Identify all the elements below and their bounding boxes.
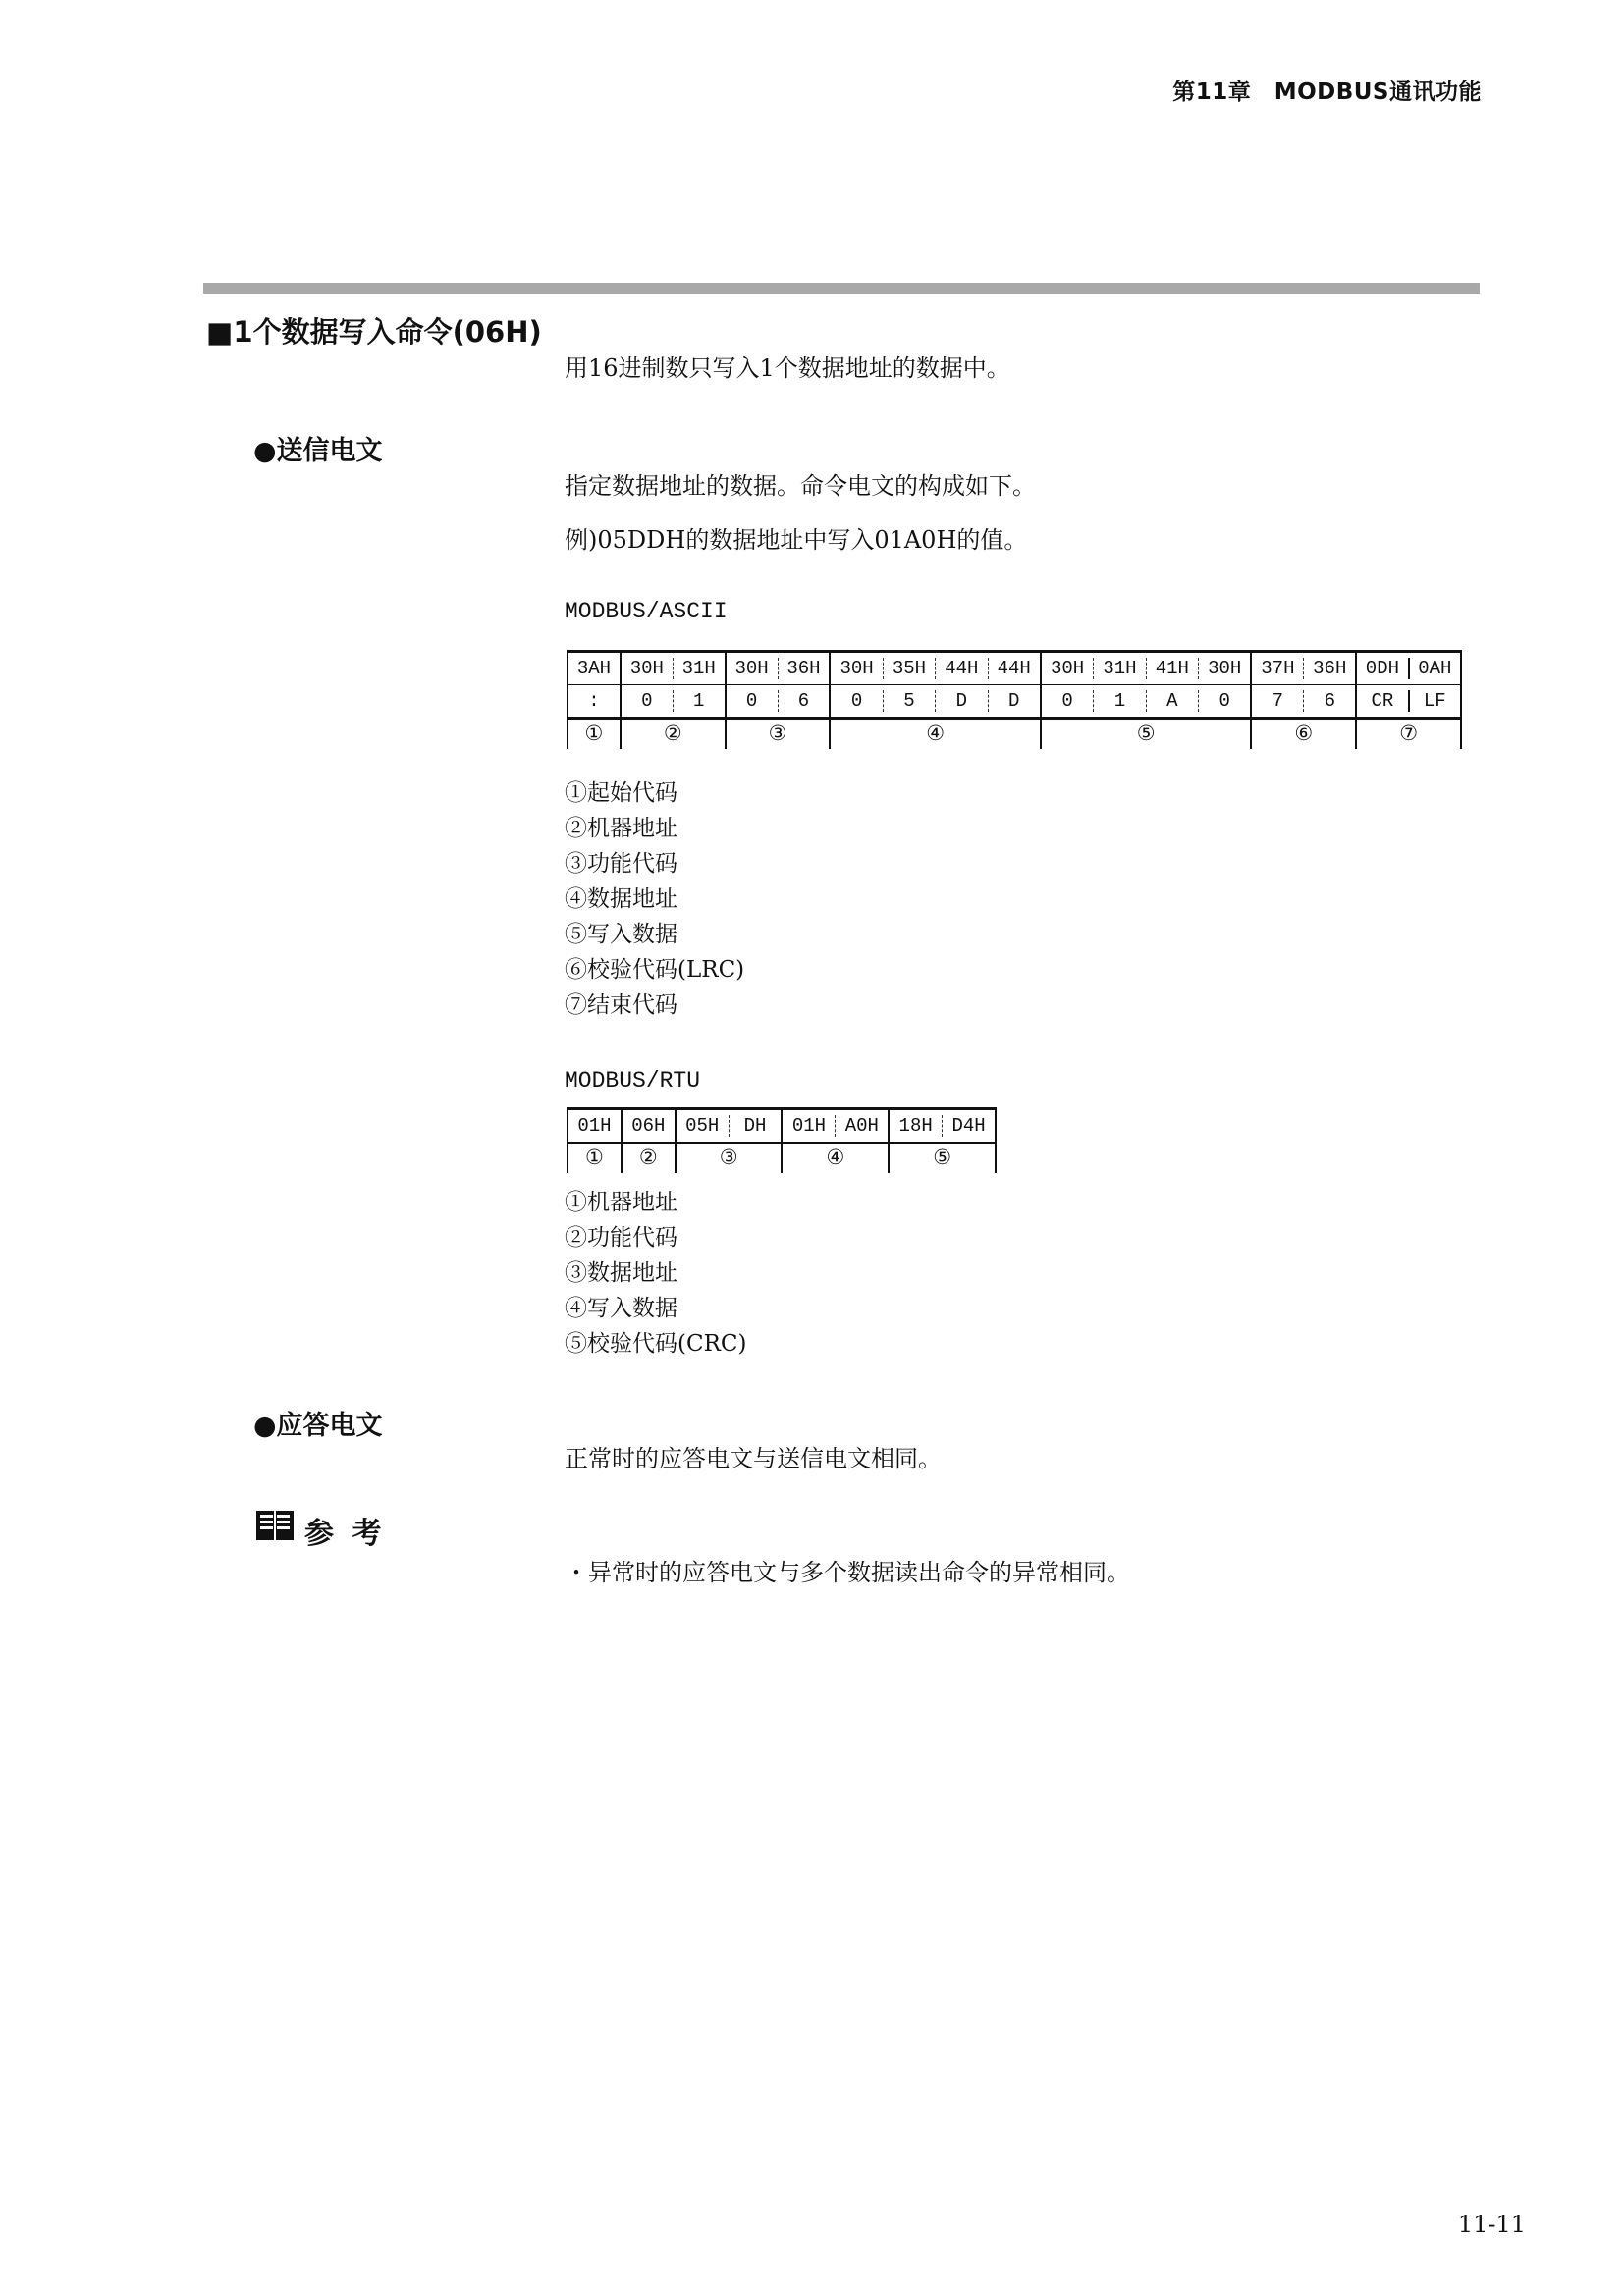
ascii-group-label: ③ — [726, 719, 831, 750]
ascii-hex-cell: 41H — [1146, 658, 1198, 679]
ascii-char-cell: 0 — [1061, 690, 1073, 712]
ascii-char-cell: 1 — [673, 690, 725, 712]
ascii-char-cell: 0 — [745, 690, 758, 712]
ascii-char-cell: 0 — [1198, 690, 1250, 712]
rtu-hex-cell: DH — [729, 1115, 782, 1137]
reference-heading: 参 考 — [304, 1517, 386, 1551]
ascii-hex-cell: 0DH — [1357, 658, 1409, 679]
ascii-hex-cell: 30H — [629, 658, 664, 679]
ascii-legend — [565, 775, 744, 1023]
legend-item: ⑦结束代码 — [565, 992, 677, 1018]
ascii-hex-cell: 31H — [1093, 658, 1145, 679]
ascii-hex-cell: 30H — [1051, 658, 1085, 679]
ascii-char-cell: 0 — [850, 690, 863, 712]
legend-item: ⑤写入数据 — [565, 922, 677, 947]
legend-item: ③数据地址 — [565, 1260, 677, 1286]
rtu-hex-cell: 01H — [791, 1115, 827, 1137]
ascii-hex-cell: 30H — [1198, 658, 1250, 679]
rtu-label: MODBUS/RTU — [565, 1068, 701, 1094]
ascii-hex-cell: 37H — [1261, 658, 1295, 679]
response-text: 正常时的应答电文与送信电文相同。 — [565, 1445, 942, 1472]
ascii-hex-cell: 36H — [1303, 658, 1355, 679]
reference-text: ・异常时的应答电文与多个数据读出命令的异常相同。 — [565, 1559, 1130, 1586]
ascii-char-cell: 6 — [1303, 690, 1355, 712]
legend-item: ⑥校验代码(LRC) — [565, 957, 745, 983]
ascii-group-label: ① — [568, 719, 621, 750]
ascii-group-label: ② — [621, 719, 726, 750]
ascii-char-cell: : — [568, 685, 621, 719]
send-line-1: 指定数据地址的数据。命令电文的构成如下。 — [565, 472, 1036, 500]
legend-item: ⑤校验代码(CRC) — [565, 1331, 747, 1357]
ascii-label: MODBUS/ASCII — [565, 599, 728, 624]
send-heading: ●送信电文 — [253, 436, 383, 466]
ascii-hex-cell: 30H — [839, 658, 874, 679]
ascii-hex-cell: 35H — [883, 658, 935, 679]
rtu-hex-cell: D4H — [942, 1115, 995, 1137]
ascii-char-cell: A — [1146, 690, 1198, 712]
ascii-hex-cell: 44H — [988, 658, 1040, 679]
ascii-char-cell: D — [988, 690, 1040, 712]
ascii-hex-cell: 3AH — [568, 652, 621, 685]
rtu-hex-cell: A0H — [835, 1115, 888, 1137]
rtu-group-label: ② — [622, 1143, 676, 1173]
ascii-group-label: ⑦ — [1356, 719, 1461, 750]
rtu-hex-cell: 01H — [568, 1109, 622, 1144]
book-icon — [255, 1509, 295, 1542]
rtu-group-label: ① — [568, 1143, 622, 1173]
ascii-hex-cell: 30H — [734, 658, 769, 679]
rtu-hex-cell: 06H — [622, 1109, 676, 1144]
legend-item: ②机器地址 — [565, 816, 677, 841]
rtu-group-label: ④ — [782, 1143, 889, 1173]
ascii-char-cell: 7 — [1272, 690, 1284, 712]
ascii-group-label: ⑤ — [1041, 719, 1252, 750]
rtu-legend — [565, 1185, 746, 1362]
chapter-header: 第11章 MODBUS通讯功能 — [1172, 80, 1482, 105]
ascii-char-cell: CR — [1357, 690, 1409, 712]
rtu-group-label: ⑤ — [889, 1143, 996, 1173]
legend-item: ③功能代码 — [565, 851, 677, 877]
legend-item: ①起始代码 — [565, 780, 677, 806]
section-divider — [203, 283, 1480, 294]
ascii-char-cell: LF — [1423, 690, 1446, 712]
send-line-2: 例)05DDH的数据地址中写入01A0H的值。 — [565, 526, 1028, 554]
legend-item: ②功能代码 — [565, 1225, 677, 1251]
ascii-char-cell: 5 — [883, 690, 935, 712]
legend-item: ④写入数据 — [565, 1296, 677, 1321]
ascii-group-label: ⑥ — [1251, 719, 1356, 750]
rtu-hex-cell: 18H — [898, 1115, 933, 1137]
ascii-char-cell: 6 — [778, 690, 830, 712]
response-heading: ●应答电文 — [253, 1411, 383, 1441]
ascii-group-label: ④ — [830, 719, 1041, 750]
rtu-hex-cell: 05H — [685, 1115, 720, 1137]
ascii-hex-cell: 44H — [935, 658, 987, 679]
page-number: 11-11 — [1457, 2211, 1526, 2238]
ascii-char-cell: 1 — [1093, 690, 1145, 712]
ascii-frame-table — [567, 650, 1462, 749]
rtu-frame-table — [567, 1107, 997, 1173]
rtu-group-label: ③ — [676, 1143, 783, 1173]
ascii-char-cell: 0 — [641, 690, 653, 712]
ascii-hex-cell: 36H — [778, 658, 830, 679]
legend-item: ④数据地址 — [565, 886, 677, 912]
section-title: ■1个数据写入命令(06H) — [206, 315, 542, 348]
legend-item: ①机器地址 — [565, 1190, 677, 1215]
ascii-hex-cell: 0AH — [1418, 658, 1452, 679]
ascii-char-cell: D — [935, 690, 987, 712]
section-intro: 用16进制数只写入1个数据地址的数据中。 — [565, 354, 1010, 382]
ascii-hex-cell: 31H — [673, 658, 725, 679]
